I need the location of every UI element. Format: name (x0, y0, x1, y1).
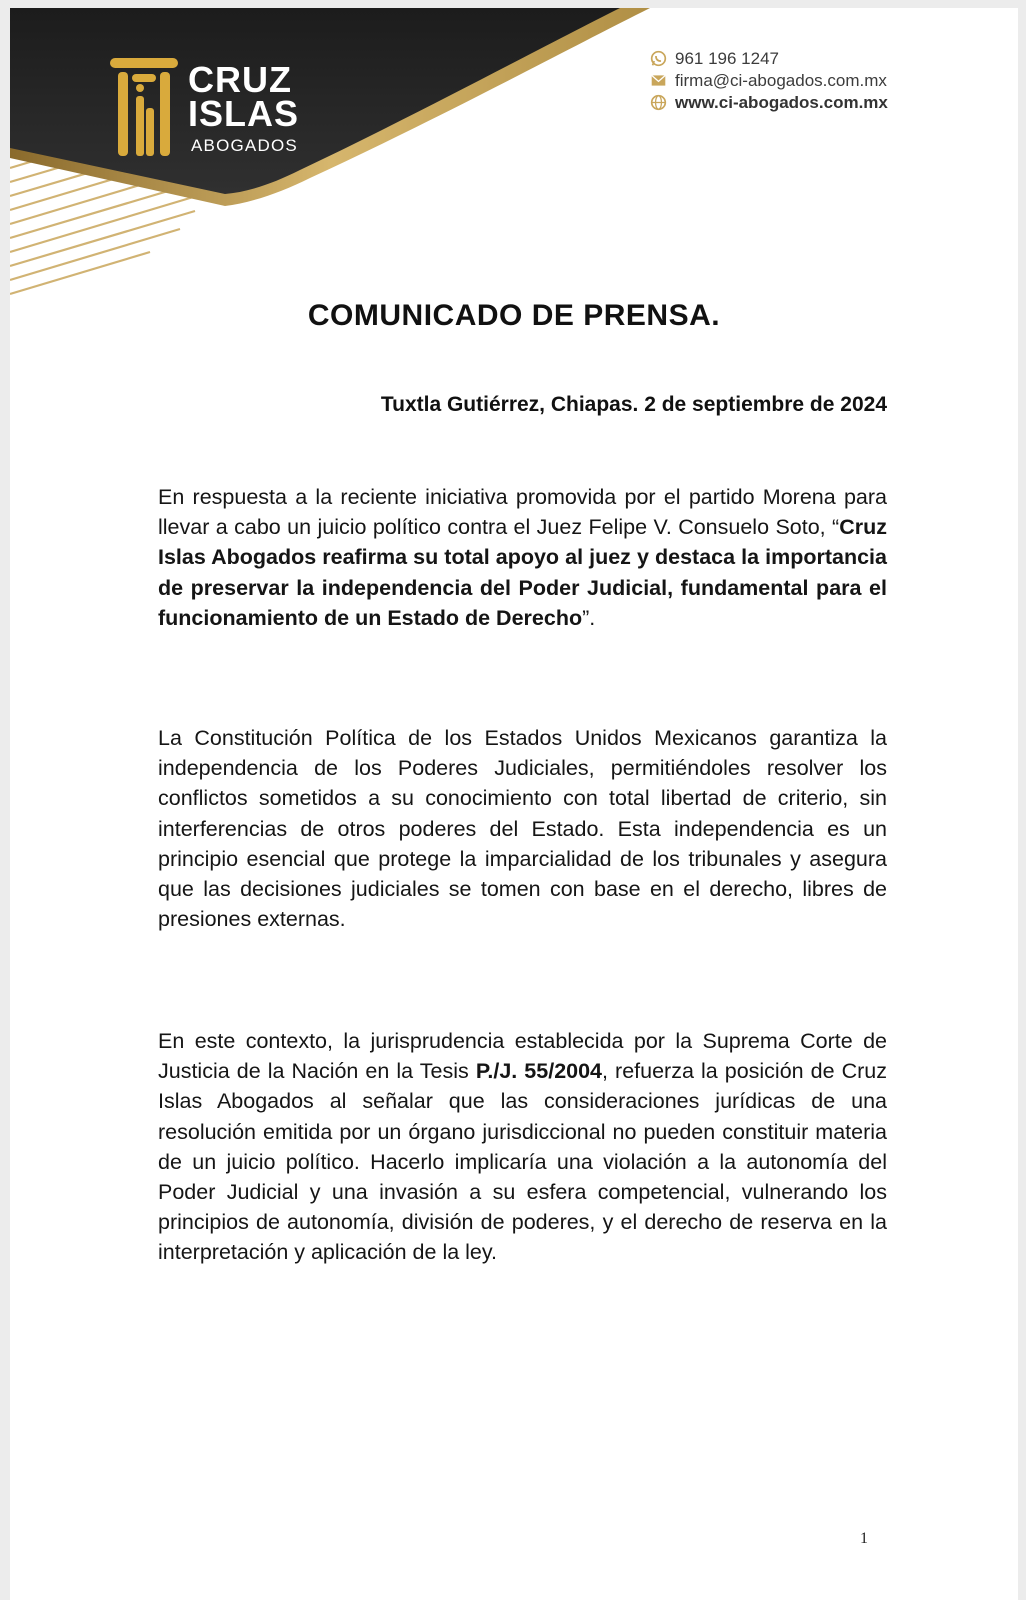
whatsapp-icon (650, 50, 667, 67)
column-logo-icon (108, 56, 180, 160)
email-address: firma@ci-abogados.com.mx (675, 71, 887, 90)
company-logo (108, 56, 318, 166)
contact-website (650, 92, 970, 114)
globe-icon (650, 94, 667, 111)
envelope-icon (650, 72, 667, 89)
logo-text-islas: ISLAS (188, 93, 300, 134)
contact-email (650, 70, 970, 92)
paragraph-1-bold-quote: Cruz Islas Abogados reafirma su total apoyo al juez y destaca la importancia de preservar la independencia del Poder Judicial, fundamental para el funcionamiento de un Estado de Derecho (158, 515, 887, 630)
press-release-title: COMUNICADO DE PRENSA. (307, 299, 721, 332)
paragraph-3 (158, 1026, 887, 1268)
logo-text-cruz: CRUZ (188, 59, 292, 100)
page-number: 1 (860, 1530, 868, 1547)
paragraph-1-text-a: En respuesta a la reciente iniciativa promovida por el partido Morena para llevar a cabo un juicio político contra el Juez Felipe V. Consuelo Soto, “ (158, 485, 887, 540)
paragraph-3-text-a: En este contexto, la jurisprudencia establecida por la Suprema Corte de Justicia de la Nación en la Tesis (158, 1029, 887, 1084)
contact-info (650, 48, 970, 114)
paragraph-1-text-c: ”. (582, 605, 596, 630)
paragraph-3-text-c: , refuerza la posición de Cruz Islas Abogados al señalar que las consideraciones jurídicas de una resolución emitida por un órgano jurisdiccional no pueden constituir materia de un juicio político. Hacerlo implicaría una violación a la autonomía del Poder Judicial y una invasión a su esfera competencial, vulnerando los principios de autonomía, división de poderes, y el derecho de reserva en la interpretación y aplicación de la ley. (158, 1059, 888, 1265)
contact-phone (650, 48, 970, 70)
phone-number: 961 196 1247 (675, 49, 779, 68)
paragraph-2: La Constitución Política de los Estados Unidos Mexicanos garantiza la independencia de los Poderes Judiciales, permitiéndoles resolver los conflictos sometidos a su conocimiento con total libertad de criterio, sin interferencias de otros poderes del Estado. Esta independencia es un principio esencial que protege la imparcialidad de los tribunales y asegura que las decisiones judiciales se tomen con base en el derecho, libres de presiones externas. (158, 726, 887, 932)
paragraph-1 (158, 482, 887, 633)
logo-text-abogados: ABOGADOS (191, 136, 298, 155)
paragraph-3-thesis-ref: P./J. 55/2004 (475, 1059, 603, 1084)
dateline: Tuxtla Gutiérrez, Chiapas. 2 de septiembre de 2024 (380, 393, 887, 416)
document-page (10, 8, 1018, 1600)
website-url: www.ci-abogados.com.mx (675, 93, 888, 112)
